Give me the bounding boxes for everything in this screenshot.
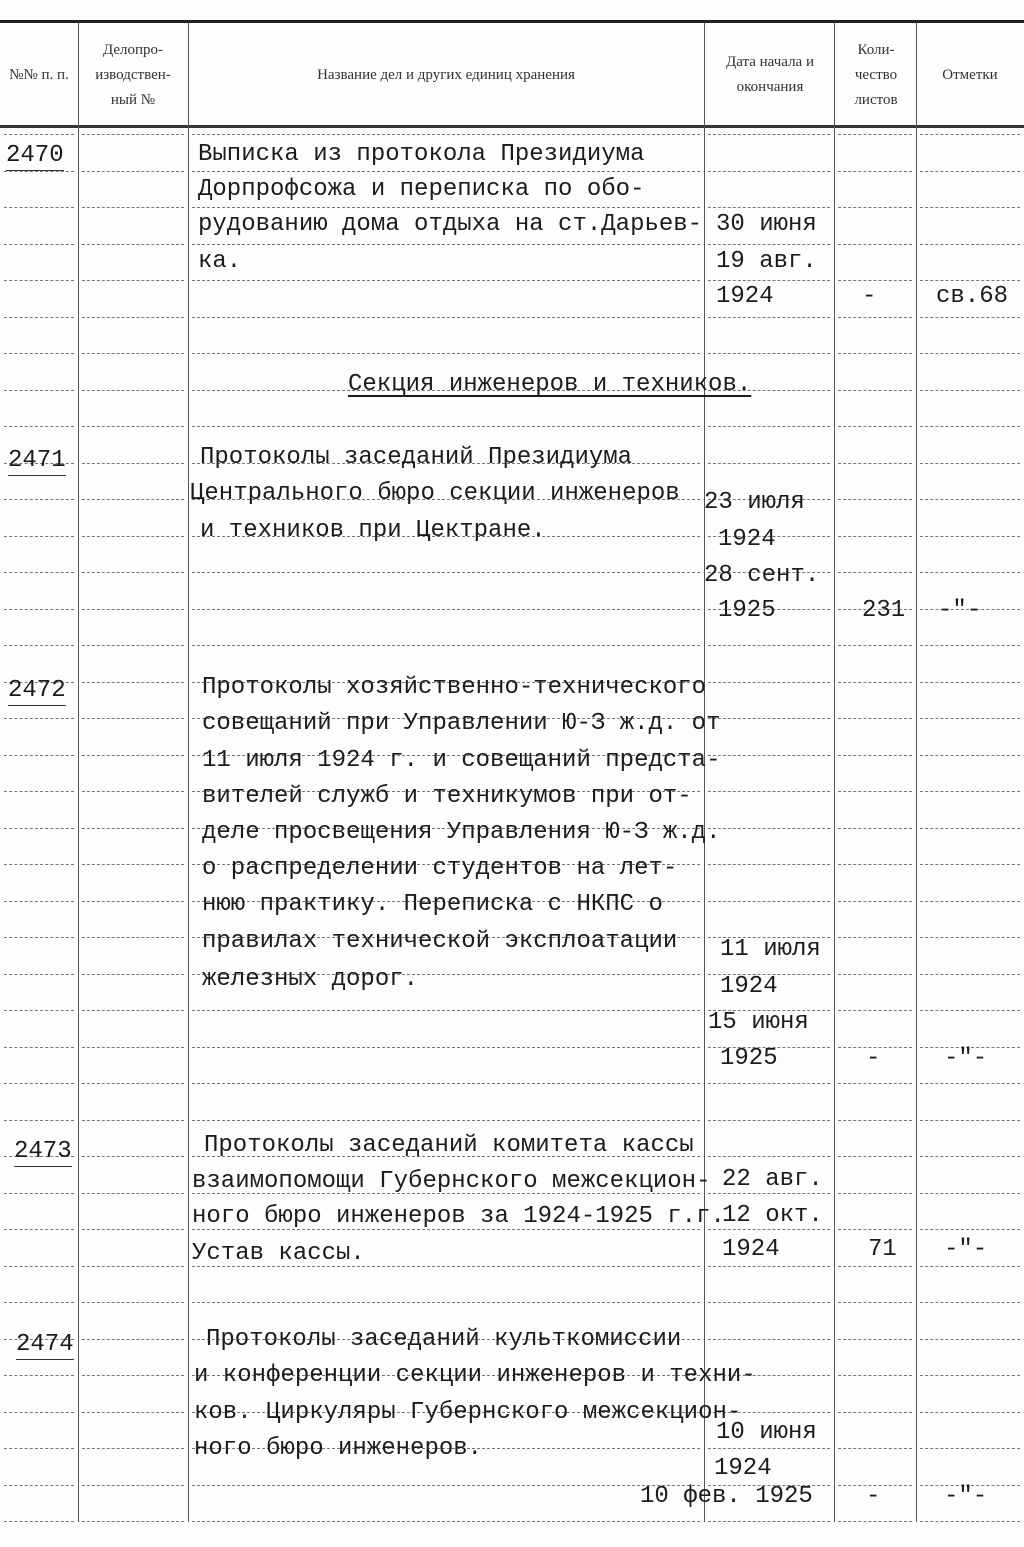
row-rule: [920, 682, 1020, 683]
entry-number: 2474: [16, 1331, 74, 1358]
row-rule: [838, 1448, 912, 1449]
entry-title-line: Центрального бюро секции инженеров: [190, 480, 680, 507]
row-rule: [708, 280, 830, 281]
row-rule: [192, 353, 700, 354]
row-rule: [82, 682, 184, 683]
row-rule: [838, 1412, 912, 1413]
row-rule: [920, 536, 1020, 537]
entry-date: 11 июля: [720, 936, 821, 963]
row-rule: [82, 1375, 184, 1376]
row-rule: [82, 1448, 184, 1449]
entry-title-line: нюю практику. Переписка с НКПС о: [202, 891, 663, 918]
entry-date: 1924: [718, 526, 776, 553]
row-rule: [4, 901, 74, 902]
row-rule: [82, 207, 184, 208]
row-rule: [838, 1193, 912, 1194]
row-rule: [82, 572, 184, 573]
row-rule: [82, 1302, 184, 1303]
entry-date: 1924: [716, 283, 774, 310]
row-rule: [4, 974, 74, 975]
row-rule: [920, 244, 1020, 245]
row-rule: [4, 791, 74, 792]
row-rule: [708, 1302, 830, 1303]
row-rule: [4, 1266, 74, 1267]
row-rule: [920, 974, 1020, 975]
entry-title-line: Дорпрофсожа и переписка по обо-: [198, 176, 645, 203]
row-rule: [838, 1010, 912, 1011]
entry-sheets: -: [866, 1483, 881, 1510]
section-heading: Секция инженеров и техников.: [348, 371, 752, 398]
row-rule: [4, 1521, 74, 1522]
entry-title-line: 11 июля 1924 г. и совещаний предста-: [202, 747, 721, 774]
entry-date: 19 авг.: [716, 248, 817, 275]
row-rule: [920, 1521, 1020, 1522]
entry-title-line: ков. Циркуляры Губернского межсекцион-: [194, 1399, 742, 1426]
row-rule: [82, 1193, 184, 1194]
entry-sheets: -: [862, 283, 877, 310]
row-rule: [4, 864, 74, 865]
row-rule: [838, 1339, 912, 1340]
row-rule: [708, 171, 830, 172]
row-rule: [838, 280, 912, 281]
row-rule: [192, 1047, 700, 1048]
row-rule: [920, 426, 1020, 427]
row-rule: [708, 426, 830, 427]
row-rule: [4, 244, 74, 245]
row-rule: [838, 1521, 912, 1522]
header-sheets: Коли- чество листов: [854, 41, 898, 108]
row-rule: [920, 1229, 1020, 1230]
row-rule: [920, 171, 1020, 172]
row-rule: [4, 1047, 74, 1048]
row-rule: [4, 536, 74, 537]
row-rule: [4, 718, 74, 719]
entry-title-line: рудованию дома отдыха на ст.Дарьев-: [198, 211, 703, 238]
entry-title-line: правилах технической эксплоатации: [202, 928, 678, 955]
row-rule: [192, 171, 700, 172]
row-rule: [920, 828, 1020, 829]
row-rule: [838, 791, 912, 792]
entry-title-line: и техников при Цектране.: [200, 517, 546, 544]
entry-date: 22 авг.: [722, 1166, 823, 1193]
row-rule: [708, 1339, 830, 1340]
row-rule: [708, 353, 830, 354]
row-rule: [82, 499, 184, 500]
row-rule: [4, 1448, 74, 1449]
entry-sheets: 231: [862, 597, 906, 624]
row-rule: [838, 572, 912, 573]
row-rule: [920, 718, 1020, 719]
row-rule: [4, 755, 74, 756]
entry-date: 23 июля: [704, 489, 805, 516]
row-rule: [4, 280, 74, 281]
row-rule: [920, 645, 1020, 646]
row-rule: [82, 791, 184, 792]
row-rule: [920, 1266, 1020, 1267]
entry-title-line: взаимопомощи Губернского межсекцион-: [192, 1168, 711, 1195]
entry-date: 10 фев. 1925: [640, 1483, 813, 1510]
entry-title-line: о распределении студентов на лет-: [202, 855, 678, 882]
row-rule: [192, 280, 700, 281]
entry-title-line: совещаний при Управлении Ю-З ж.д. от: [202, 710, 721, 737]
row-rule: [82, 536, 184, 537]
entry-title-line: Протоколы хозяйственно-технического: [202, 674, 707, 701]
row-rule: [192, 1485, 700, 1486]
row-rule: [920, 1448, 1020, 1449]
row-rule: [838, 1302, 912, 1303]
row-rule: [920, 1375, 1020, 1376]
row-rule: [82, 134, 184, 135]
row-rule: [4, 426, 74, 427]
row-rule: [838, 207, 912, 208]
column-divider: [78, 22, 79, 1522]
entry-title-line: Протоколы заседаний культкомиссии: [206, 1326, 682, 1353]
row-rule: [4, 390, 74, 391]
row-rule: [4, 1412, 74, 1413]
row-rule: [920, 280, 1020, 281]
row-rule: [4, 134, 74, 135]
entry-notes: -"-: [944, 1483, 988, 1510]
row-rule: [920, 134, 1020, 135]
row-rule: [838, 864, 912, 865]
row-rule: [4, 572, 74, 573]
row-rule: [708, 1156, 830, 1157]
row-rule: [82, 901, 184, 902]
row-rule: [838, 645, 912, 646]
row-rule: [82, 864, 184, 865]
row-rule: [708, 1120, 830, 1121]
row-rule: [192, 134, 700, 135]
row-rule: [708, 244, 830, 245]
row-rule: [838, 171, 912, 172]
row-rule: [82, 463, 184, 464]
entry-date: 15 июня: [708, 1009, 809, 1036]
row-rule: [708, 718, 830, 719]
entry-date: 1924: [720, 973, 778, 1000]
entry-title-line: Выписка из протокола Президиума: [198, 141, 645, 168]
row-rule: [920, 1010, 1020, 1011]
entry-date: 1924: [722, 1236, 780, 1263]
row-rule: [920, 390, 1020, 391]
row-rule: [82, 1412, 184, 1413]
row-rule: [920, 755, 1020, 756]
row-rule: [192, 317, 700, 318]
row-rule: [82, 828, 184, 829]
row-rule: [4, 1302, 74, 1303]
header-notes: Отметки: [942, 66, 998, 83]
row-rule: [82, 1010, 184, 1011]
row-rule: [82, 755, 184, 756]
row-rule: [82, 1229, 184, 1230]
entry-notes: св.68: [936, 283, 1009, 310]
row-rule: [192, 426, 700, 427]
entry-title-line: Протоколы заседаний Президиума: [200, 444, 633, 471]
row-rule: [708, 645, 830, 646]
row-rule: [920, 1302, 1020, 1303]
row-rule: [4, 1485, 74, 1486]
column-divider: [916, 22, 917, 1522]
header-title: Название дел и других единиц хранения: [317, 66, 575, 83]
row-rule: [192, 572, 700, 573]
entry-date: 30 июня: [716, 211, 817, 238]
row-rule: [82, 1521, 184, 1522]
entry-title-line: Устав кассы.: [192, 1240, 365, 1267]
entry-notes: -"-: [944, 1236, 988, 1263]
header-number: №№ п. п.: [9, 66, 69, 83]
row-rule: [82, 244, 184, 245]
row-rule: [708, 901, 830, 902]
row-rule: [920, 864, 1020, 865]
entry-title-line: ка.: [198, 248, 242, 275]
row-rule: [4, 937, 74, 938]
row-rule: [82, 974, 184, 975]
column-divider: [188, 22, 189, 1522]
row-rule: [82, 1083, 184, 1084]
header-rule: [0, 125, 1024, 128]
entry-number: 2471: [8, 447, 66, 474]
entry-number: 2472: [8, 677, 66, 704]
row-rule: [920, 572, 1020, 573]
row-rule: [708, 463, 830, 464]
row-rule: [82, 1266, 184, 1267]
row-rule: [82, 1047, 184, 1048]
row-rule: [82, 280, 184, 281]
row-rule: [82, 1120, 184, 1121]
row-rule: [838, 974, 912, 975]
row-rule: [82, 937, 184, 938]
row-rule: [708, 134, 830, 135]
row-rule: [920, 1156, 1020, 1157]
entry-sheets: 71: [868, 1236, 897, 1263]
row-rule: [192, 1010, 700, 1011]
row-rule: [920, 937, 1020, 938]
row-rule: [708, 864, 830, 865]
header-office-number: Делопро- изводствен- ный №: [95, 41, 171, 108]
row-rule: [708, 207, 830, 208]
row-rule: [4, 645, 74, 646]
row-rule: [4, 1193, 74, 1194]
row-rule: [920, 1339, 1020, 1340]
entry-date: 10 июня: [716, 1419, 817, 1446]
row-rule: [82, 426, 184, 427]
entry-sheets: -: [866, 1045, 881, 1072]
entry-date: 1925: [720, 1045, 778, 1072]
row-rule: [708, 1083, 830, 1084]
row-rule: [4, 1010, 74, 1011]
column-divider: [834, 22, 835, 1522]
entry-date: 28 сент.: [704, 562, 820, 589]
entry-title-line: ного бюро инженеров.: [194, 1435, 483, 1462]
entry-number: 2473: [14, 1138, 72, 1165]
row-rule: [838, 937, 912, 938]
row-rule: [82, 317, 184, 318]
entry-title-line: и конференции секции инженеров и техни-: [194, 1362, 756, 1389]
entry-notes: -"-: [944, 1045, 988, 1072]
row-rule: [192, 1521, 700, 1522]
row-rule: [838, 1229, 912, 1230]
entry-title-line: вителей служб и техникумов при от-: [202, 783, 692, 810]
row-rule: [82, 171, 184, 172]
entry-title-line: Протоколы заседаний комитета кассы: [204, 1132, 694, 1159]
row-rule: [838, 901, 912, 902]
row-rule: [4, 317, 74, 318]
row-rule: [838, 390, 912, 391]
row-rule: [708, 1521, 830, 1522]
row-rule: [82, 1156, 184, 1157]
row-rule: [838, 463, 912, 464]
row-rule: [82, 609, 184, 610]
row-rule: [838, 1375, 912, 1376]
row-rule: [708, 755, 830, 756]
row-rule: [920, 463, 1020, 464]
row-rule: [920, 1120, 1020, 1121]
row-rule: [82, 1485, 184, 1486]
row-rule: [192, 645, 700, 646]
row-rule: [920, 317, 1020, 318]
row-rule: [920, 353, 1020, 354]
row-rule: [920, 499, 1020, 500]
row-rule: [708, 317, 830, 318]
header-dates: Дата начала и окончания: [726, 54, 814, 95]
row-rule: [920, 1083, 1020, 1084]
row-rule: [920, 207, 1020, 208]
row-rule: [838, 317, 912, 318]
row-rule: [838, 1156, 912, 1157]
row-rule: [4, 353, 74, 354]
row-rule: [838, 1120, 912, 1121]
row-rule: [4, 499, 74, 500]
row-rule: [82, 645, 184, 646]
row-rule: [708, 1448, 830, 1449]
row-rule: [838, 353, 912, 354]
row-rule: [838, 134, 912, 135]
row-rule: [838, 244, 912, 245]
entry-date: 1924: [714, 1455, 772, 1482]
row-rule: [838, 1083, 912, 1084]
row-rule: [82, 390, 184, 391]
top-rule: [0, 20, 1024, 23]
row-rule: [920, 1412, 1020, 1413]
row-rule: [708, 791, 830, 792]
row-rule: [192, 207, 700, 208]
row-rule: [4, 171, 74, 172]
row-rule: [4, 1083, 74, 1084]
row-rule: [4, 609, 74, 610]
row-rule: [4, 207, 74, 208]
row-rule: [192, 1302, 700, 1303]
row-rule: [4, 828, 74, 829]
entry-title-line: деле просвещения Управления Ю-З ж.д.: [202, 819, 721, 846]
row-rule: [4, 1229, 74, 1230]
row-rule: [920, 791, 1020, 792]
row-rule: [192, 609, 700, 610]
entry-number: 2470: [6, 142, 64, 169]
row-rule: [708, 828, 830, 829]
entry-date: 12 окт.: [722, 1202, 823, 1229]
row-rule: [838, 499, 912, 500]
row-rule: [82, 718, 184, 719]
entry-title-line: ного бюро инженеров за 1924-1925 г.г.: [192, 1203, 725, 1230]
row-rule: [838, 828, 912, 829]
entry-notes: -"-: [938, 597, 982, 624]
row-rule: [838, 755, 912, 756]
row-rule: [4, 1375, 74, 1376]
row-rule: [192, 1083, 700, 1084]
row-rule: [838, 718, 912, 719]
row-rule: [82, 1339, 184, 1340]
row-rule: [920, 901, 1020, 902]
row-rule: [4, 1120, 74, 1121]
row-rule: [708, 1266, 830, 1267]
row-rule: [192, 244, 700, 245]
row-rule: [838, 682, 912, 683]
row-rule: [838, 536, 912, 537]
row-rule: [82, 353, 184, 354]
row-rule: [838, 1266, 912, 1267]
entry-date: 1925: [718, 597, 776, 624]
row-rule: [192, 1120, 700, 1121]
row-rule: [708, 682, 830, 683]
row-rule: [920, 1193, 1020, 1194]
entry-title-line: железных дорог.: [202, 966, 419, 993]
row-rule: [838, 426, 912, 427]
